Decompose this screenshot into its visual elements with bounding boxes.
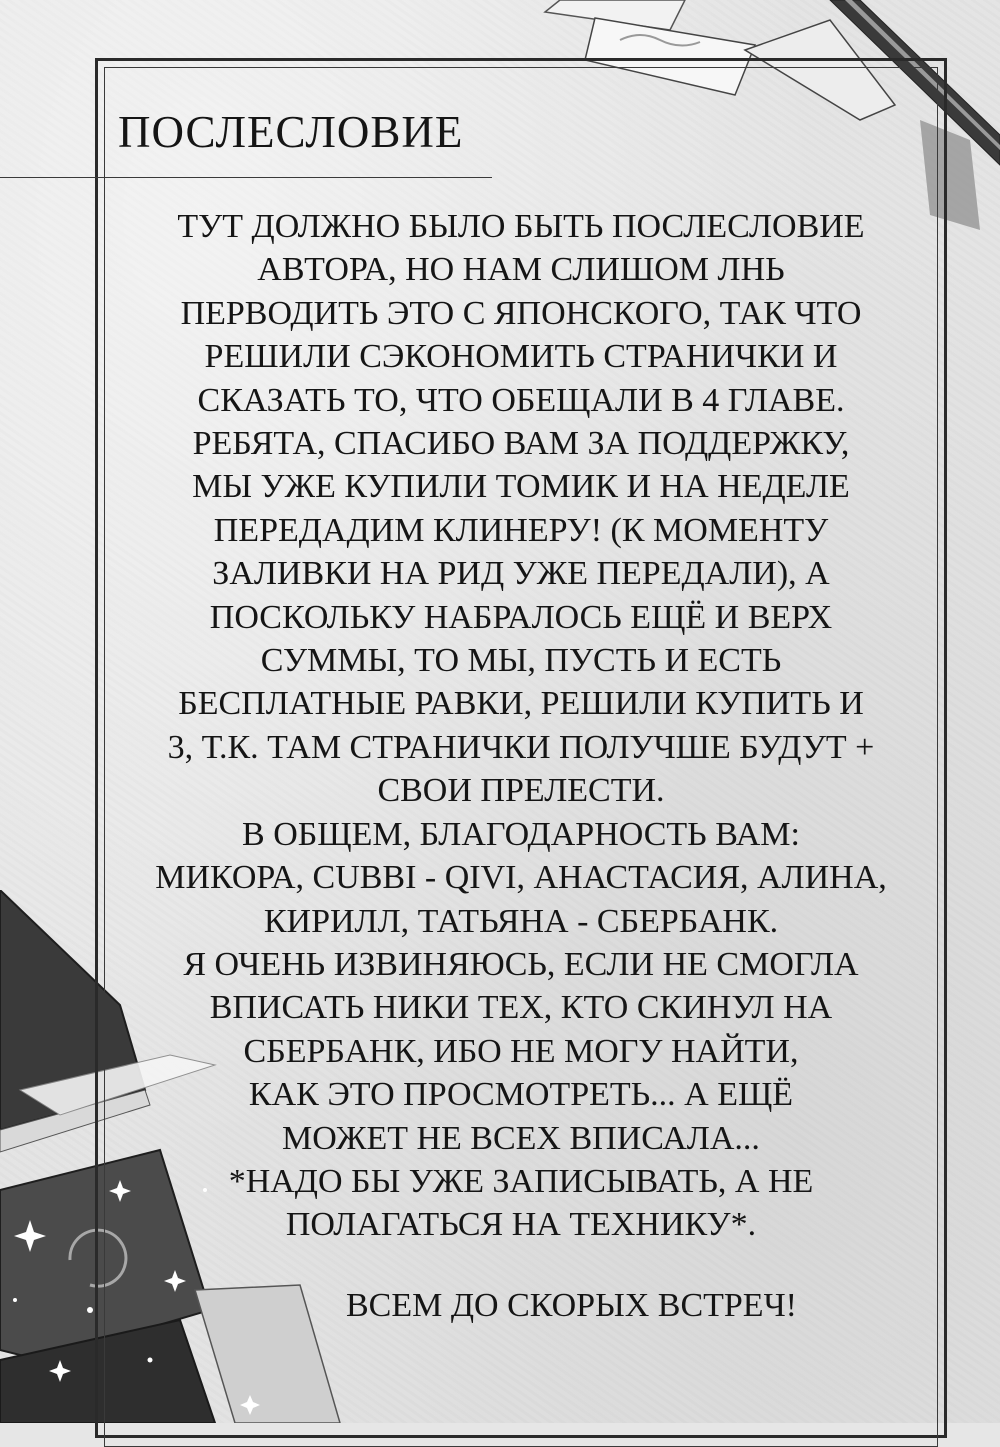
text-line: КАК ЭТО ПРОСМОТРЕТЬ... А ЕЩЁ — [248, 1076, 794, 1114]
closing-line: ВСЕМ ДО СКОРЫХ ВСТРЕЧ! — [346, 1287, 797, 1324]
text-line: МОЖЕТ НЕ ВСЕХ ВПИСАЛА... — [282, 1119, 760, 1157]
text-line: МЫ УЖЕ КУПИЛИ ТОМИК И НА НЕДЕЛЕ — [192, 468, 850, 506]
text-line: АВТОРА, НО НАМ СЛИШОМ ЛНЬ — [257, 251, 785, 289]
text-line: ЗАЛИВКИ НА РИД УЖЕ ПЕРЕДАЛИ), А — [212, 555, 830, 593]
text-line: ПЕРВОДИТЬ ЭТО С ЯПОНСКОГО, ТАК ЧТО — [180, 294, 862, 332]
afterword-text — [104, 205, 938, 1247]
text-line: ПОЛАГАТЬСЯ НА ТЕХНИКУ*. — [285, 1206, 757, 1244]
heading-divider — [0, 177, 492, 178]
text-line: ТУТ ДОЛЖНО БЫЛО БЫТЬ ПОСЛЕСЛОВИЕ — [177, 208, 865, 245]
text-line: КИРИЛЛ, ТАТЬЯНА - СБЕРБАНК. — [263, 902, 779, 940]
text-line: РЕШИЛИ СЭКОНОМИТЬ СТРАНИЧКИ И — [204, 338, 838, 376]
text-line: СКАЗАТЬ ТО, ЧТО ОБЕЩАЛИ В 4 ГЛАВЕ. — [197, 381, 845, 419]
text-line: ПОСКОЛЬКУ НАБРАЛОСЬ ЕЩЁ И ВЕРХ — [209, 598, 833, 636]
page-title: ПОСЛЕСЛОВИЕ — [118, 107, 464, 157]
text-line: СБЕРБАНК, ИБО НЕ МОГУ НАЙТИ, — [243, 1032, 799, 1070]
text-line: В ОБЩЕМ, БЛАГОДАРНОСТЬ ВАМ: — [242, 815, 800, 853]
text-line: ВПИСАТЬ НИКИ ТЕХ, КТО СКИНУЛ НА — [209, 989, 833, 1027]
text-line: СУММЫ, ТО МЫ, ПУСТЬ И ЕСТЬ — [260, 642, 782, 680]
text-line: СВОИ ПРЕЛЕСТИ. — [377, 772, 665, 810]
text-line: Я ОЧЕНЬ ИЗВИНЯЮСЬ, ЕСЛИ НЕ СМОГЛА — [183, 945, 859, 983]
text-line: ПЕРЕДАДИМ КЛИНЕРУ! (К МОМЕНТУ — [213, 511, 829, 549]
text-line: РЕБЯТА, СПАСИБО ВАМ ЗА ПОДДЕРЖКУ, — [192, 425, 850, 463]
text-line: *НАДО БЫ УЖЕ ЗАПИСЫВАТЬ, А НЕ — [228, 1162, 814, 1200]
text-line: МИКОРА, CUBBI - QIVI, АНАСТАСИЯ, АЛИНА, — [155, 859, 887, 897]
text-line: 3, Т.К. ТАМ СТРАНИЧКИ ПОЛУЧШЕ БУДУТ + — [167, 728, 875, 766]
text-line: БЕСПЛАТНЫЕ РАВКИ, РЕШИЛИ КУПИТЬ И — [178, 685, 864, 723]
